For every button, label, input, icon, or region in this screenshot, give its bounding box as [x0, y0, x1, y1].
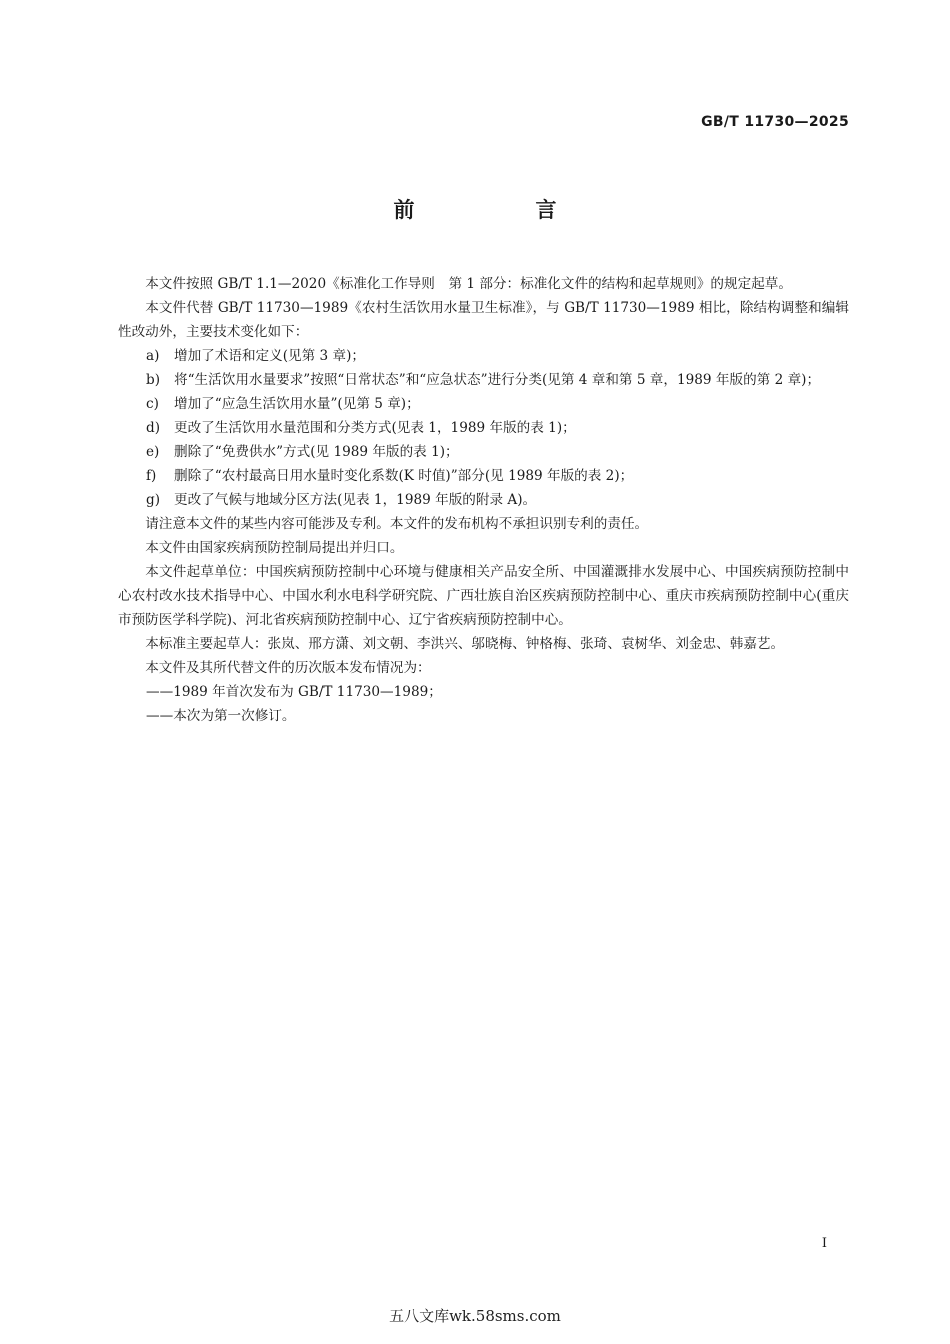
list-item: [118, 344, 849, 368]
list-item-text: 将“生活饮用水量要求”按照“日常状态”和“应急状态”进行分类(见第 4 章和第 5 章，1989 年版的第 2 章)；: [174, 372, 821, 388]
list-item: [118, 440, 849, 464]
list-item-text: 删除了“农村最高日用水量时变化系数(K 时值)”部分(见 1989 年版的表 2)；: [174, 468, 634, 484]
list-marker: e): [146, 444, 160, 460]
list-item: [118, 464, 849, 488]
list-marker: b): [146, 372, 161, 388]
list-item-text: 增加了“应急生活饮用水量”(见第 5 章)；: [174, 396, 420, 412]
paragraph-patent-notice: 请注意本文件的某些内容可能涉及专利。本文件的发布机构不承担识别专利的责任。: [145, 516, 649, 532]
list-marker: g): [146, 492, 161, 508]
list-item-text: 增加了术语和定义(见第 3 章)；: [174, 348, 366, 364]
paragraph-replacement: 本文件代替 GB/T 11730—1989《农村生活饮用水量卫生标准》，与 GB/T 11730—1989 相比，除结构调整和编辑性改动外，主要技术变化如下：: [118, 300, 849, 340]
list-marker: c): [146, 396, 159, 412]
changes-list: [118, 344, 849, 512]
document-code: GB/T 11730—2025: [701, 114, 849, 130]
list-marker: d): [146, 420, 161, 436]
paragraph-drafting-units: 本文件起草单位：中国疾病预防控制中心环境与健康相关产品安全所、中国灌溉排水发展中心、中国疾病预防控制中心农村改水技术指导中心、中国水利水电科学研究院、广西壮族自治区疾病预防控制中心、重庆市疾病预防控制中心(重庆市预防医学科学院)、河北省疾病预防控制中心、辽宁省疾病预防控制中心。: [118, 564, 849, 628]
paragraph-proposer: 本文件由国家疾病预防控制局提出并归口。: [145, 540, 404, 556]
footer-watermark: 五八文库wk.58sms.com: [389, 1307, 561, 1325]
list-marker: a): [146, 348, 160, 364]
list-item: [118, 416, 849, 440]
page-number: I: [821, 1236, 827, 1251]
list-item: [118, 392, 849, 416]
list-item-text: 删除了“免费供水”方式(见 1989 年版的表 1)；: [174, 444, 459, 460]
list-item-text: 更改了生活饮用水量范围和分类方式(见表 1，1989 年版的表 1)；: [174, 420, 576, 436]
foreword-body: [118, 272, 849, 728]
paragraph-drafters: 本标准主要起草人：张岚、邢方潇、刘文朝、李洪兴、邬晓梅、钟格梅、张琦、袁树华、刘金忠、韩嘉艺。: [145, 636, 785, 652]
paragraph-drafting-rules: 本文件按照 GB/T 1.1—2020《标准化工作导则 第 1 部分：标准化文件的结构和起草规则》的规定起草。: [145, 276, 792, 292]
history-item: ——1989 年首次发布为 GB/T 11730—1989；: [146, 684, 442, 700]
paragraph-history-intro: 本文件及其所代替文件的历次版本发布情况为：: [145, 660, 431, 676]
page-title: 前 言: [393, 198, 607, 222]
list-item: [118, 488, 849, 512]
list-item-text: 更改了气候与地域分区方法(见表 1，1989 年版的附录 A)。: [174, 492, 537, 508]
list-marker: f): [146, 468, 157, 484]
list-item: [118, 368, 849, 392]
history-item: ——本次为第一次修订。: [146, 708, 296, 724]
